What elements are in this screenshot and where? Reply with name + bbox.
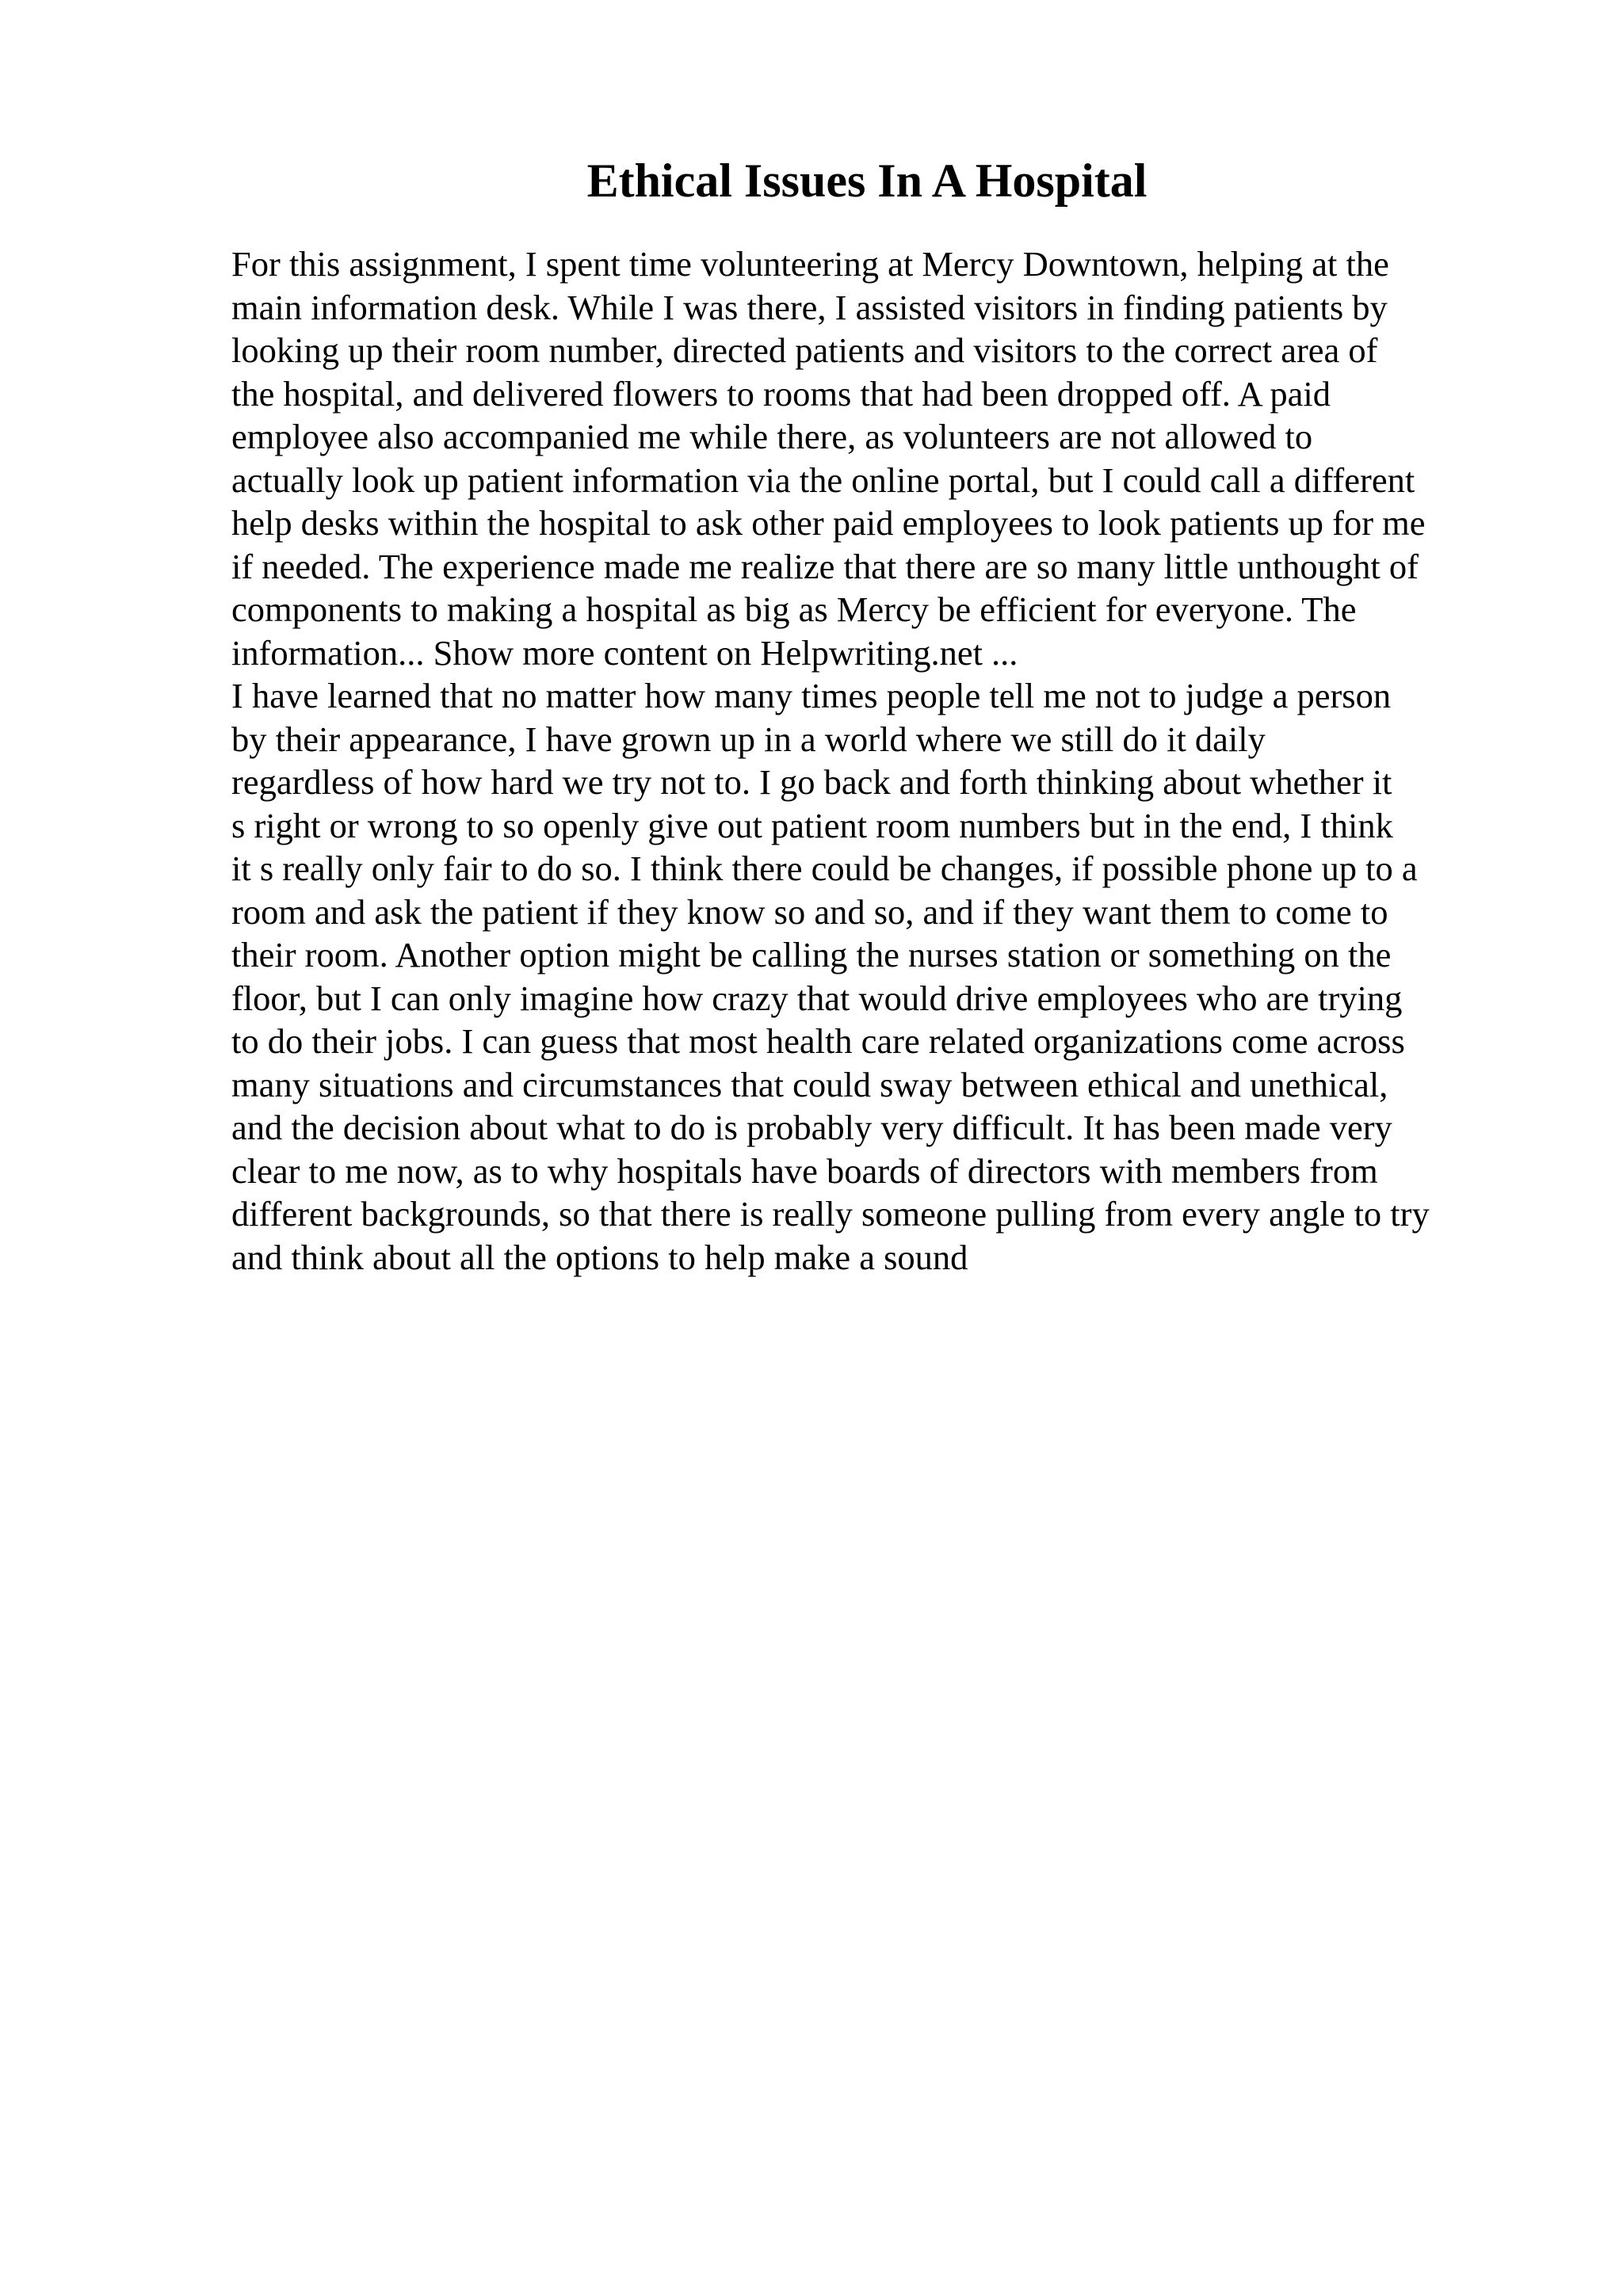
body-line: clear to me now, as to why hospitals have boards of directors with members from (231, 1150, 1378, 1191)
body-line: by their appearance, I have grown up in a world where we still do it daily (231, 719, 1266, 759)
body-line: s right or wrong to so openly give out patient room numbers but in the end, I think (231, 805, 1393, 845)
body-line: main information desk. While I was there, I assisted visitors in finding patients by (231, 287, 1388, 327)
body-line: different backgrounds, so that there is really someone pulling from every angle to try (231, 1194, 1430, 1234)
body-line: actually look up patient information via the online portal, but I could call a different (231, 460, 1415, 500)
body-line: For this assignment, I spent time volunteering at Mercy Downtown, helping at the (231, 244, 1389, 284)
body-line: it s really only fair to do so. I think there could be changes, if possible phone up to a (231, 849, 1418, 888)
body-line: room and ask the patient if they know so and so, and if they want them to come to (231, 891, 1388, 932)
document-body (231, 242, 1515, 1279)
body-line: many situations and circumstances that could sway between ethical and unethical, (231, 1064, 1388, 1104)
body-line: floor, but I can only imagine how crazy that would drive employees who are trying (231, 978, 1403, 1018)
body-line: to do their jobs. I can guess that most health care related organizations come across (231, 1021, 1405, 1061)
document-title: Ethical Issues In A Hospital (586, 154, 1148, 207)
body-line: employee also accompanied me while there, as volunteers are not allowed to (231, 417, 1313, 456)
body-line: the hospital, and delivered flowers to rooms that had been dropped off. A paid (231, 373, 1331, 414)
body-line: if needed. The experience made me realize that there are so many little unthought of (231, 546, 1419, 586)
body-line: components to making a hospital as big as Mercy be efficient for everyone. The (231, 589, 1357, 629)
body-line: looking up their room number, directed patients and visitors to the correct area of (231, 330, 1378, 370)
body-line: information... Show more content on Helpwriting.net ... (231, 632, 1018, 673)
body-line: regardless of how hard we try not to. I go back and forth thinking about whether it (231, 762, 1392, 802)
body-line: their room. Another option might be calling the nurses station or something on the (231, 935, 1392, 974)
body-line: I have learned that no matter how many times people tell me not to judge a person (231, 676, 1392, 715)
body-line: and the decision about what to do is probably very difficult. It has been made very (231, 1108, 1392, 1147)
body-line: and think about all the options to help make a sound (231, 1237, 968, 1277)
body-line: help desks within the hospital to ask other paid employees to look patients up for me (231, 503, 1426, 543)
